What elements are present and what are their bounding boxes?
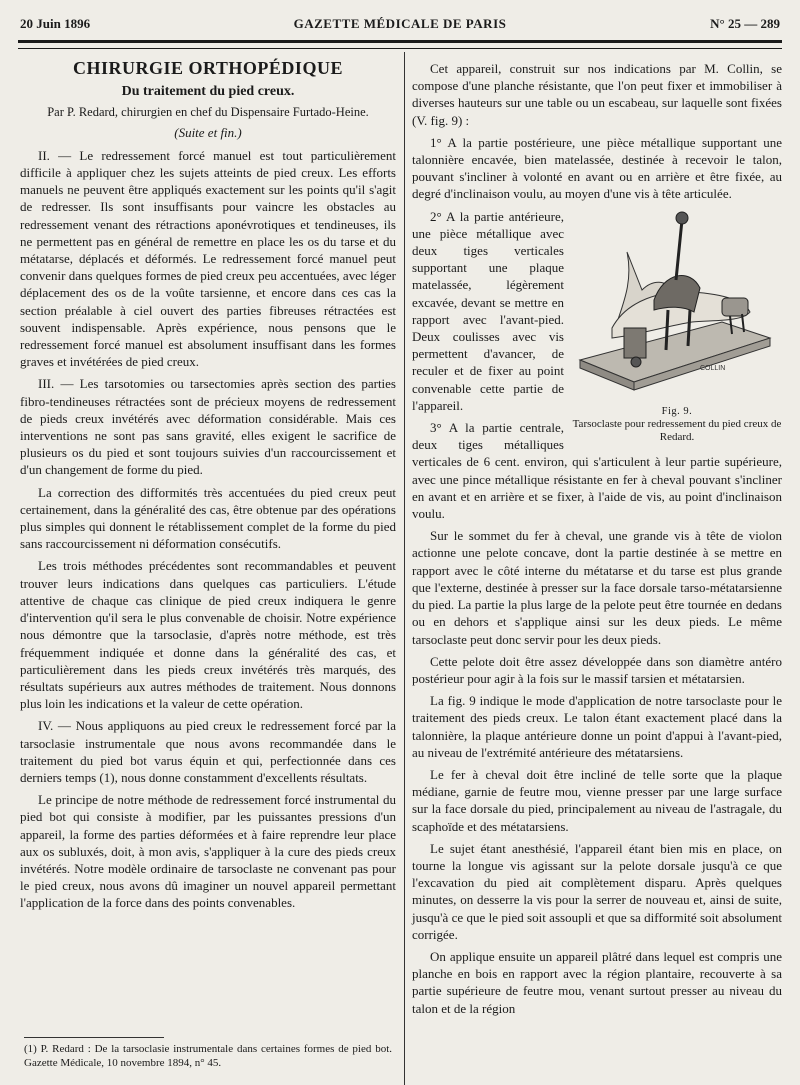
left-column [20,60,396,917]
footnote-rule [24,1037,164,1038]
paragraph: Le sujet étant anesthésié, l'appareil étant bien mis en place, on tourne la longue vis agissant sur la pelote dorsale jusqu'à ce que l'excavation du pied ait complètement disparu. Après quelques minutes, on desserre la vis pour la serrer de nouveau et, ainsi de suite, jusqu'à ce que le pied soit assoupli et que sa difformité soit absolument corrigée. [412,840,782,942]
paragraph: La fig. 9 indique le mode d'application de notre tarsoclaste pour le traitement des pieds creux. Le talon étant exactement placé dans la talonnière, la plaque antérieure donne un point d'appui à l'avant-pied, au niveau de l'extrémité antérieure des métatarsiens. [412,693,782,760]
tarsoclast-illustration [572,210,782,406]
paragraph: 2° A la partie antérieure, une pièce métallique avec deux tiges verticales supportant une plaque matelassée, légèrement excavée, devant se mettre en rapport avec l'avant-pied. Deux coulisses avec vis permettent d'avancer, de reculer et de fixer au point convenable cette partie de l'appareil. [412,208,564,413]
page-header [18,10,782,38]
paragraph: Sur le sommet du fer à cheval, une grande vis à tête de violon actionne une pelote concave, dont la partie destinée à se mettre en rapport avec le côté interne du métatarse et du tarse est plus grande que l'externe, destinée à presser sur la face dorsale tarso-métatarsienne du pied. La partie la plus large de la pelote peut être tournée en dedans ou en dehors et s'applique ainsi sur les deux pieds. Le même tarsoclaste peut donc servir pour les deux pieds. [412,528,782,647]
paragraph: Le fer à cheval doit être incliné de telle sorte que la plaque médiane, garnie de feutre mou, vienne presser par une large surface sur la face dorsale du pied, principalement au niveau de l'astragale, du scaphoïde et des métatarsiens. [412,766,782,834]
footnote: (1) P. Redard : De la tarsoclasie instrumentale dans certaines formes de pied bot. Gazette Médicale, 10 novembre 1894, n° 45. [24,1043,392,1069]
paragraph: Cette pelote doit être assez développée dans son diamètre antéro postérieur pour agir à la fois sur le massif tarsien et métatarsien. [412,653,782,686]
paragraph: III. — Les tarsotomies ou tarsectomies après section des parties fibro-tendineuses rétractées sont de précieux moyens de redressement de pieds creux invétérés avec déformation considérable. Mais ces interventions ne sont pas sans gravité, elles exigent le sacrifice de plusieurs os du pied et sont toujours suivies d'un raccourcissement et d'un changement de forme du pied. [20,376,396,478]
journal-name: GAZETTE MÉDICALE DE PARIS [293,16,507,31]
paragraph: Cet appareil, construit sur nos indications par M. Collin, se compose d'une planche résistante, que l'on peut fixer et immobiliser à diverses hauteurs sur une table ou un escabeau, sur laquelle sont fixées (V. fig. 9) : [412,61,782,128]
paragraph: 1° A la partie postérieure, une pièce métallique supportant une talonnière encavée, bien matelassée, destinée à recevoir le talon, pouvant s'incliner à volonté en avant ou en arrière et être fixée, au degré d'inclinaison voulu, au moyen d'une vis à tête articulée. [412,134,782,202]
figure-caption: Tarsoclaste pour redressement du pied creux de Redard. [572,418,782,443]
header-rule [18,40,782,49]
page-number: N° 25 — 289 [710,16,780,31]
issue-date: 20 Juin 1896 [20,16,91,31]
figure-number: Fig. 9. [661,405,693,417]
paragraph: IV. — Nous appliquons au pied creux le redressement forcé par la tarsoclasie instrumentale que nous avons recommandée dans le traitement du pied bot varus équin et qui, perfectionnée dans ces derniers temps (1), nous donne constamment d'excellents résultats. [20,718,396,785]
column-separator [404,52,405,1085]
maker-mark: COLLIN [700,364,726,372]
section-title: CHIRURGIE ORTHOPÉDIQUE [73,58,343,78]
right-column [412,60,782,1022]
figure-9 [572,210,782,444]
paragraph: Le principe de notre méthode de redressement forcé instrumental du pied bot qui consiste à modifier, par les puissantes pressions d'un appareil, la forme des parties déformées et à faire reprendre leur place aux os subluxés, doit, à mon avis, s'appliquer à la cure des pieds creux invétérés. Notre modèle ordinaire de tarsoclaste ne convenant pas pour le pied creux, nous avons dû imaginer un nouvel appareil permettant l'application de la force dans des points convenables. [20,792,396,911]
paragraph: Les trois méthodes précédentes sont recommandables et peuvent trouver leurs indications dans quelques cas particuliers. L'étude attentive de chaque cas clinique de pied creux indiquera le genre d'intervention qu'il sera le plus convenable de choisir. Notre expérience nous démontre que la tarsoclasie, d'après notre méthode, est très fréquemment indiquée et donne dans la généralité des cas, et particulièrement dans les pieds creux invétérés très marqués, des résultats supérieurs aux autres méthodes de traitement. Nous donnons plus loin les indications et la valeur de cette opération. [20,558,396,712]
article-author: Par P. Redard, chirurgien en chef du Dispensaire Furtado-Heine. [47,105,369,120]
paragraph: 3° A la partie centrale, deux tiges métalliques verticales de 6 cent. environ, qui s'articulent à leur partie supérieure, avec une pince métallique résistante en fer à cheval pouvant s'incliner en avant et en arrière et se fixer, à l'aide de vis, au point d'inclinaison voulu. [412,420,782,522]
article-title: Du traitement du pied creux. [121,84,295,100]
article-continuation: (Suite et fin.) [174,124,242,140]
paragraph: On applique ensuite un appareil plâtré dans lequel est compris une planche en bois en rapport avec la région plantaire, recouverte à sa partie supérieure de feutre mou, venant surtout presser au niveau du talon et de la région [412,948,782,1016]
paragraph: II. — Le redressement forcé manuel est tout particulièrement difficile à appliquer chez les sujets atteints de pied creux. Les efforts manuels ne peuvent être appliqués exactement sur les points qu'il s'agit de redresser. Ils sont insuffisants pour vaincre les obstacles au redressement venant des rétractions aponévrotiques et tendineuses, ils ne permettent pas en général de remettre en place les os du tarse et du métatarse, déplacés et déformés. Le redressement forcé manuel peut convenir dans quelques formes de pied creux peu accentuées, avec léger déplacement des os de la voûte tarsienne, et encore dans ces cas la section préalable à ciel ouvert des parties fibreuses rétractées est souvent indispensable. Après expérience, nous pensons que le redressement forcé manuel est absolument insuffisant dans les formes graves et invétérées de pied creux. [20,147,396,370]
paragraph: La correction des difformités très accentuées du pied creux peut certainement, dans la généralité des cas, être obtenue par des opérations plus simples qui donnent le rétablissement complet de la forme du pied sans raccourcissement ni déformation consécutifs. [20,484,396,552]
